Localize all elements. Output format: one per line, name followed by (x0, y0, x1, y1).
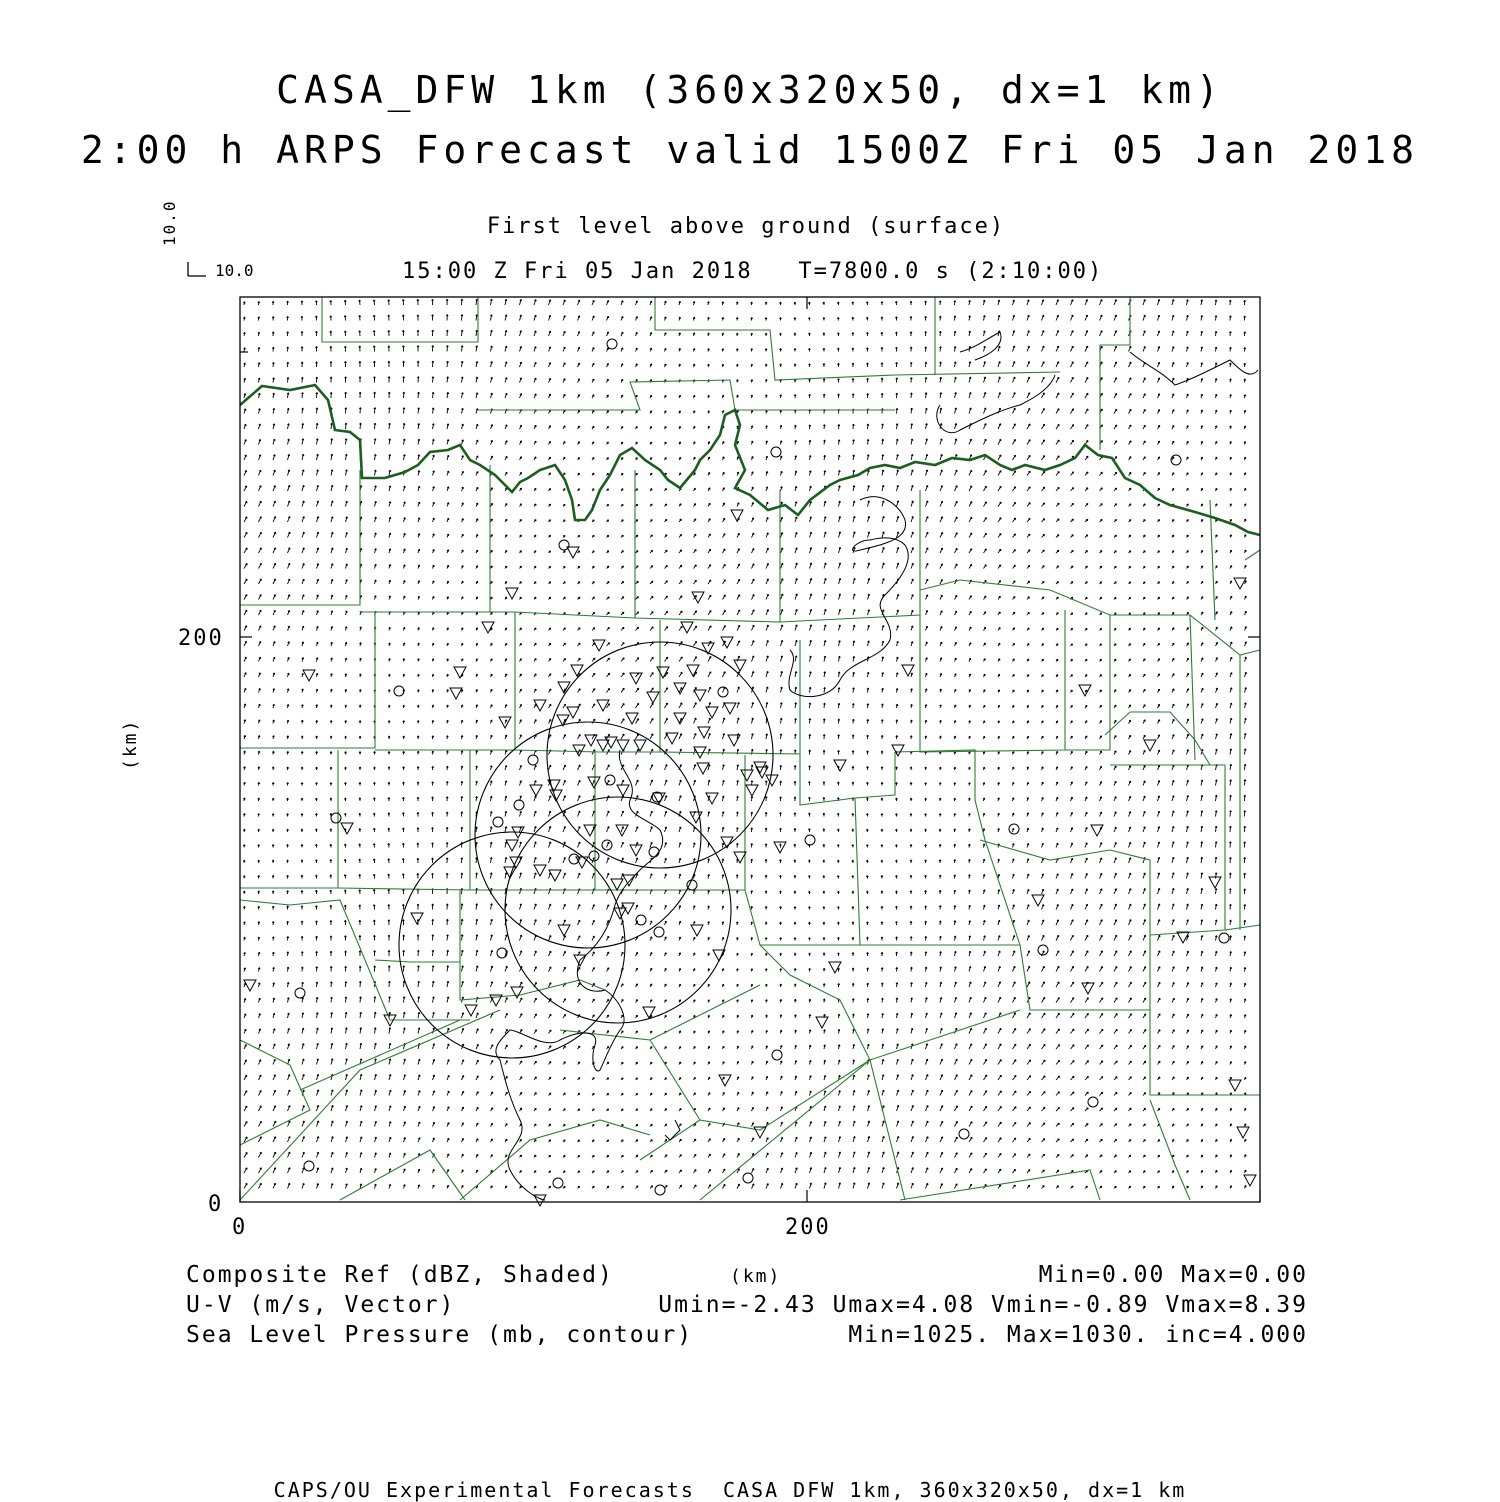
observation-site-triangle (593, 640, 605, 651)
observation-site-triangle (687, 665, 699, 676)
observation-site-triangle (674, 683, 686, 694)
observation-site-triangle (634, 740, 646, 751)
observation-site-triangle (816, 1017, 828, 1028)
observation-site-circle (493, 817, 503, 827)
observation-site-triangle (1237, 1127, 1249, 1138)
observation-site-triangle (530, 785, 542, 796)
observation-site-triangle (1209, 877, 1221, 888)
observation-site-triangle (681, 622, 693, 633)
observation-site-circle (805, 835, 815, 845)
observation-site-triangle (465, 1005, 477, 1016)
observation-site-triangle (450, 688, 462, 699)
observation-site-triangle (549, 870, 561, 881)
observation-site-circle (304, 1161, 314, 1171)
observation-site-triangle (597, 700, 609, 711)
observation-site-triangle (647, 692, 659, 703)
observation-site-triangle (766, 775, 778, 786)
observation-site-circle (589, 851, 599, 861)
observation-site-circle (553, 1178, 563, 1188)
observation-site-triangle (741, 770, 753, 781)
observation-site-triangle (691, 925, 703, 936)
observation-site-triangle (694, 690, 706, 701)
observation-site-triangle (746, 785, 758, 796)
legend-reflectivity-label: Composite Ref (dBZ, Shaded) (186, 1262, 614, 1288)
observation-site-triangle (728, 735, 740, 746)
observation-site-triangle (567, 547, 579, 558)
legend-reflectivity-stats: Min=0.00 Max=0.00 (1038, 1262, 1308, 1288)
observation-site-circle (607, 339, 617, 349)
observation-site-triangle (653, 793, 665, 804)
observation-site-circle (528, 755, 538, 765)
observation-site-triangle (731, 510, 743, 521)
observation-site-triangle (506, 840, 518, 851)
observation-site-triangle (698, 727, 710, 738)
observation-site-triangle (1244, 1175, 1256, 1186)
observation-site-triangle (617, 740, 629, 751)
observation-site-circle (1219, 933, 1229, 943)
observation-site-triangle (1079, 685, 1091, 696)
state-border-red-river (240, 385, 1260, 535)
y-tick-200: 200 (178, 626, 224, 651)
observation-site-triangle (829, 962, 841, 973)
observation-site-triangle (482, 622, 494, 633)
level-label: First level above ground (surface) (486, 214, 1006, 239)
observation-site-triangle (341, 823, 353, 834)
observation-site-triangle (1032, 895, 1044, 906)
observation-site-triangle (617, 785, 629, 796)
observation-site-triangle (303, 670, 315, 681)
vector-key-icon (188, 262, 206, 276)
observation-site-circle (602, 840, 612, 850)
observation-site-triangle (558, 925, 570, 936)
county-boundaries (240, 297, 1260, 1200)
observation-site-triangle (692, 592, 704, 603)
observation-site-triangle (1144, 740, 1156, 751)
observation-site-triangle (643, 1007, 655, 1018)
observation-site-triangle (666, 733, 678, 744)
observation-site-circle (394, 686, 404, 696)
footer-credit: CAPS/OU Experimental Forecasts CASA DFW 1km, 360x320x50, dx=1 km (273, 1478, 1187, 1502)
observation-site-circle (687, 880, 697, 890)
vector-key-x-label: 10.0 (215, 261, 254, 280)
legend-pressure-label: Sea Level Pressure (mb, contour) (186, 1322, 694, 1348)
observation-site-triangle (411, 913, 423, 924)
observation-site-circle (636, 915, 646, 925)
observation-site-triangle (1091, 825, 1103, 836)
observation-site-triangle (834, 760, 846, 771)
observation-site-triangle (1082, 983, 1094, 994)
observation-site-circle (514, 800, 524, 810)
observation-site-circle (497, 948, 507, 958)
observation-site-triangle (454, 667, 466, 678)
observation-site-triangle (630, 673, 642, 684)
observation-site-circle (771, 447, 781, 457)
observation-site-circle (772, 1050, 782, 1060)
observation-sites (244, 339, 1256, 1206)
observation-site-circle (295, 988, 305, 998)
observation-site-circle (331, 813, 341, 823)
observation-site-circle (654, 927, 664, 937)
observation-site-triangle (706, 793, 718, 804)
x-tick-200: 200 (785, 1215, 831, 1240)
x-axis-unit: (km) (730, 1266, 782, 1287)
observation-site-triangle (697, 763, 709, 774)
observation-site-circle (649, 847, 659, 857)
observation-site-circle (1088, 1097, 1098, 1107)
observation-site-triangle (721, 637, 733, 648)
observation-site-circle (959, 1129, 969, 1139)
observation-site-triangle (244, 980, 256, 991)
y-tick-0: 0 (208, 1192, 224, 1217)
observation-site-circle (743, 1173, 753, 1183)
observation-site-triangle (734, 852, 746, 863)
observation-site-triangle (724, 703, 736, 714)
observation-site-triangle (706, 707, 718, 718)
legend-pressure-stats: Min=1025. Max=1030. inc=4.000 (848, 1322, 1308, 1348)
observation-site-triangle (754, 1127, 766, 1138)
observation-site-triangle (588, 777, 600, 788)
observation-site-triangle (585, 735, 597, 746)
legend-wind-label: U-V (m/s, Vector) (186, 1292, 456, 1318)
vector-key-y-label: 10.0 (160, 199, 179, 246)
legend-wind-stats: Umin=-2.43 Umax=4.08 Vmin=-0.89 Vmax=8.39 (658, 1292, 1308, 1318)
x-tick-0: 0 (232, 1215, 248, 1240)
observation-site-circle (655, 1185, 665, 1195)
radar-range-rings (399, 642, 773, 1058)
title-line-1: CASA_DFW 1km (360x320x50, dx=1 km) (276, 68, 1224, 112)
observation-site-triangle (511, 987, 523, 998)
observation-site-triangle (506, 588, 518, 599)
observation-site-triangle (734, 660, 746, 671)
observation-site-triangle (1229, 1080, 1241, 1091)
observation-site-triangle (611, 879, 623, 890)
time-label: 15:00 Z Fri 05 Jan 2018 T=7800.0 s (2:10:00) (402, 259, 1104, 284)
observation-site-triangle (719, 1075, 731, 1086)
observation-site-triangle (892, 745, 904, 756)
title-line-2: 2:00 h ARPS Forecast valid 1500Z Fri 05 Jan 2018 (80, 128, 1420, 172)
observation-site-circle (605, 775, 615, 785)
observation-site-triangle (1234, 578, 1246, 589)
observation-site-circle (559, 540, 569, 550)
y-axis-unit: (km) (120, 718, 141, 770)
